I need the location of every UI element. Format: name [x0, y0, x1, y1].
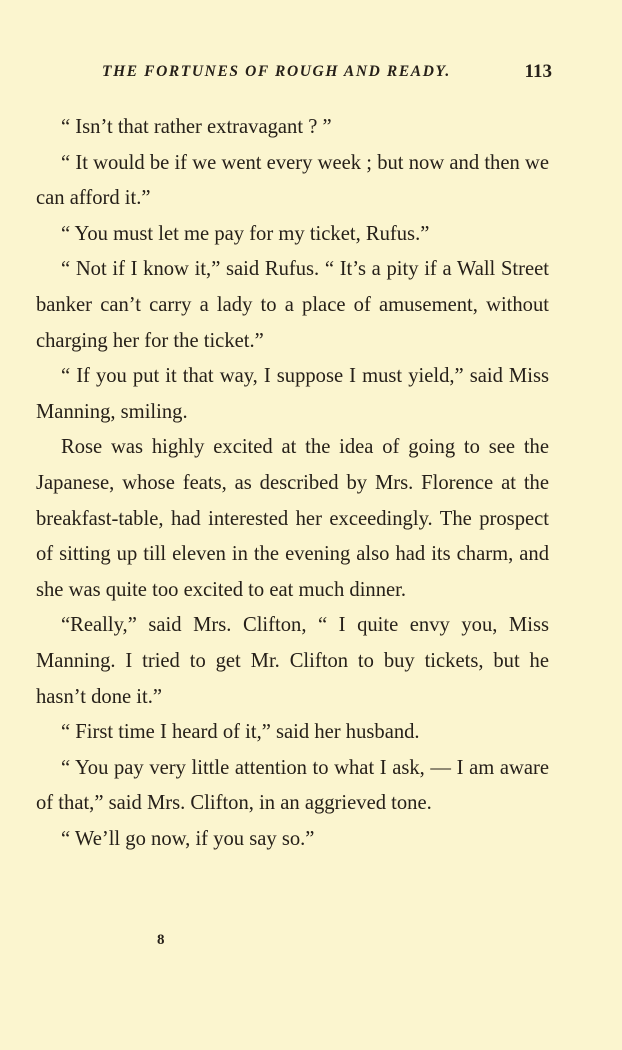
body-text: [36, 110, 549, 857]
page-number: 113: [524, 61, 552, 82]
paragraph: “ It would be if we went every week ; but now and then we can afford it.”: [36, 151, 549, 210]
paragraph: “ You must let me pay for my ticket, Rufus.”: [61, 222, 430, 245]
paragraph: “ We’ll go now, if you say so.”: [61, 827, 315, 850]
paragraph: “ You pay very little attention to what I ask, — I am aware of that,” said Mrs. Clifton, in an aggrieved tone.: [36, 756, 549, 815]
paragraph: “Really,” said Mrs. Clifton, “ I quite envy you, Miss Manning. I tried to get Mr. Clifton to buy tickets, but he hasn’t done it.”: [36, 614, 549, 708]
paragraph: “ If you put it that way, I suppose I must yield,” said Miss Manning, smiling.: [36, 365, 549, 423]
signature-mark: 8: [157, 932, 165, 948]
paragraph: “ Isn’t that rather extravagant ? ”: [61, 116, 332, 138]
paragraph: “ Not if I know it,” said Rufus. “ It’s a pity if a Wall Street banker can’t carry a lady to a place of amusement, without charging her for the ticket.”: [36, 258, 549, 352]
paragraph: Rose was highly excited at the idea of going to see the Japanese, whose feats, as described by Mrs. Florence at the breakfast-table, had interested her exceedingly. The prospect of sitting up till eleven in the evening also had its charm, and she was quite too excited to eat much dinner.: [36, 436, 549, 601]
running-title: THE FORTUNES OF ROUGH AND READY.: [102, 63, 451, 80]
paragraph: “ First time I heard of it,” said her husband.: [61, 721, 420, 744]
